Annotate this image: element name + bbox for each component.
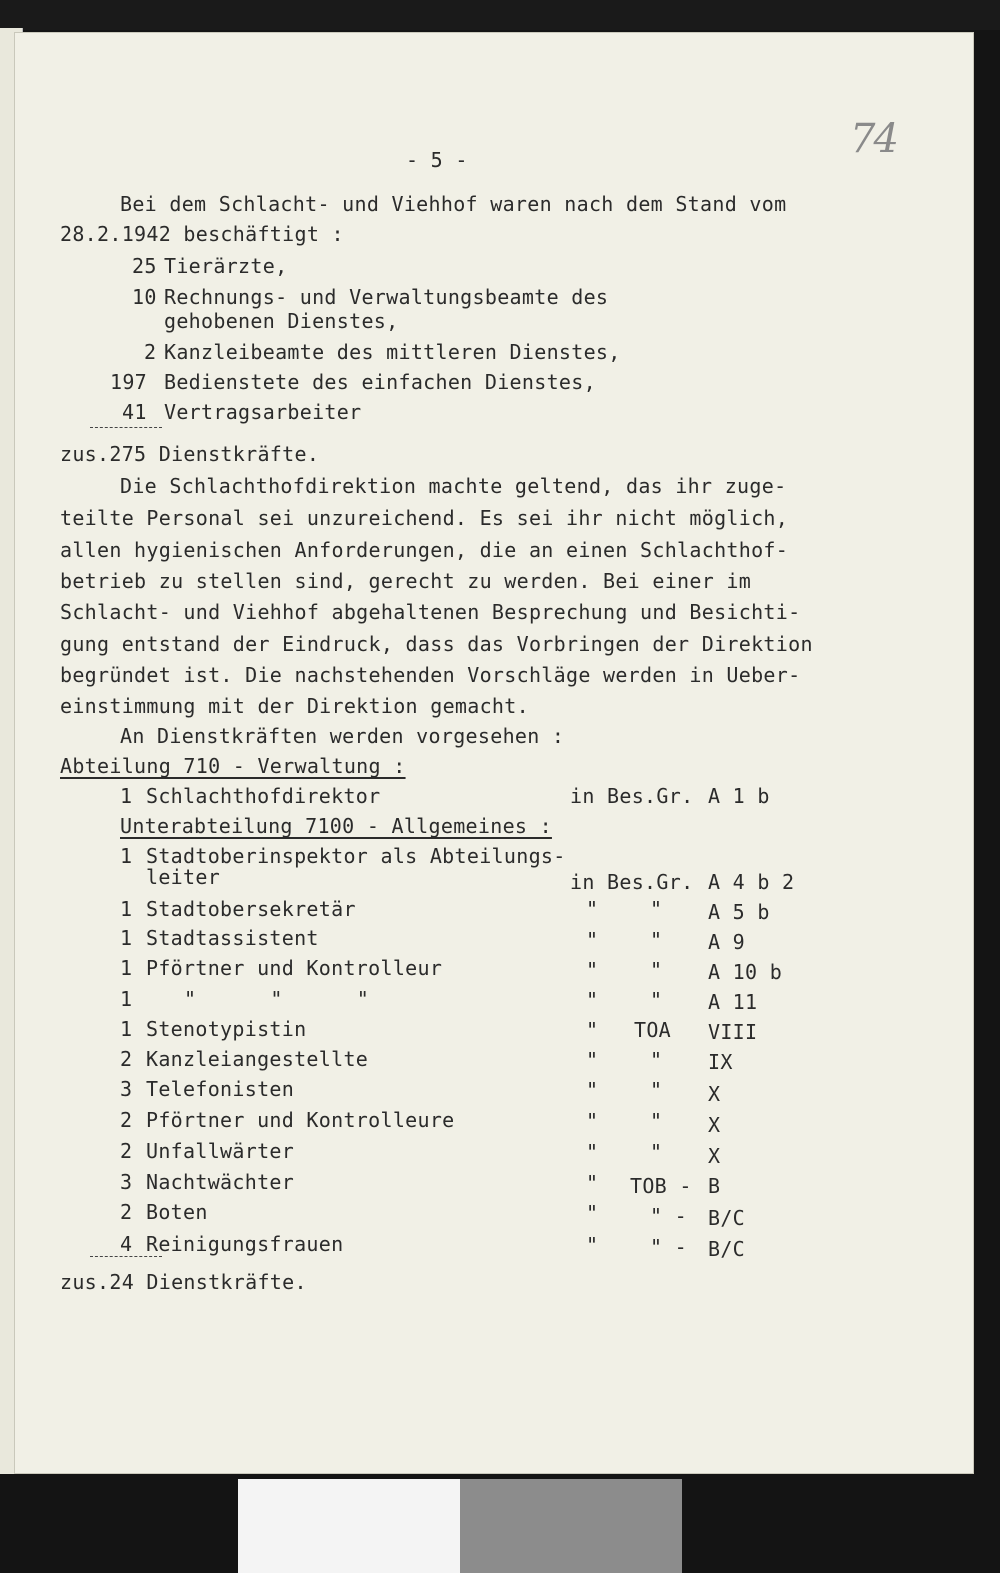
position-grade: A 11 [708,990,758,1014]
position-grade: X [708,1113,721,1137]
color-target-gray [460,1479,682,1573]
intro-line-1: Bei dem Schlacht- und Viehhof waren nach dem Stand vom [120,192,787,216]
position-count: 2 [120,1139,133,1163]
staff-text: Bedienstete des einfachen Dienstes, [164,370,596,394]
paragraph-line: Schlacht- und Viehhof abgehaltenen Besprechung und Besichti- [60,600,801,624]
position-title: Stadtoberinspektor als Abteilungs- [146,844,566,868]
staff-text: Vertragsarbeiter [164,400,362,424]
position-title: Stadtobersekretär [146,897,356,921]
position-count: 2 [120,1047,133,1071]
position-ditto: " [650,1109,663,1133]
paragraph-line: allen hygienischen Anforderungen, die an einen Schlachthof- [60,538,789,562]
position-title: Boten [146,1200,208,1224]
director-grade: A 1 b [708,784,770,808]
staff-text-continued: gehobenen Dienstes, [164,309,399,333]
position-grade: A 5 b [708,900,770,924]
position-count: 1 [120,1017,133,1041]
intro-line-2: 28.2.1942 beschäftigt : [60,222,344,246]
department-heading: Abteilung 710 - Verwaltung : [60,754,406,778]
position-count: 1 [120,844,133,868]
plan-intro: An Dienstkräften werden vorgesehen : [120,724,565,748]
position-grade: X [708,1144,721,1168]
position-grade: X [708,1082,721,1106]
position-count: 4 [120,1232,133,1256]
total-staff-1: zus.275 Dienstkräfte. [60,442,320,466]
position-count: 2 [120,1108,133,1132]
position-grade: B/C [708,1206,746,1230]
position-title: Stenotypistin [146,1017,307,1041]
position-count: 3 [120,1170,133,1194]
staff-count: 197 [110,370,148,394]
position-ditto: " [586,928,599,952]
staff-count: 2 [144,340,157,364]
position-count: 3 [120,1077,133,1101]
page-label: - 5 - [406,148,468,172]
director-count: 1 [120,784,133,808]
staff-text: Kanzleibeamte des mittleren Dienstes, [164,340,621,364]
paragraph-line: einstimmung mit der Direktion gemacht. [60,694,529,718]
position-ditto: " [586,1078,599,1102]
position-grade: A 9 [708,930,746,954]
position-title-ditto: " " " [184,987,370,1011]
position-tariff: TOB - [630,1174,692,1198]
position-ditto: " [586,988,599,1012]
position-ditto: " [650,1140,663,1164]
sum-underline [90,1256,162,1258]
staff-text: Tierärzte, [164,254,288,278]
position-ditto: " [586,1201,599,1225]
position-title: Nachtwächter [146,1170,295,1194]
paragraph-line: gung entstand der Eindruck, dass das Vorbringen der Direktion [60,632,813,656]
staff-count: 25 [132,254,157,278]
document-page [14,32,974,1474]
position-title: Unfallwärter [146,1139,295,1163]
paragraph-line: betrieb zu stellen sind, gerecht zu werden. Bei einer im [60,569,752,593]
position-count: 2 [120,1200,133,1224]
position-ditto: " [650,958,663,982]
position-ditto: " [586,1109,599,1133]
paragraph-line: Die Schlachthofdirektion machte geltend, das ihr zuge- [120,474,787,498]
position-grade-prefix: in Bes.Gr. [570,870,694,894]
position-count: 1 [120,956,133,980]
position-ditto: " [586,958,599,982]
position-ditto: " [586,1048,599,1072]
director-grade-prefix: in Bes.Gr. [570,784,694,808]
position-grade: B/C [708,1237,746,1261]
position-ditto: " [650,988,663,1012]
position-ditto: " [650,1048,663,1072]
position-ditto: " [586,1018,599,1042]
position-title: Stadtassistent [146,926,319,950]
handwritten-page-number: 74 [850,116,897,162]
staff-count: 41 [122,400,147,424]
position-ditto: " - [650,1235,688,1259]
position-title: Telefonisten [146,1077,295,1101]
director-title: Schlachthofdirektor [146,784,381,808]
subdepartment-heading: Unterabteilung 7100 - Allgemeines : [120,814,552,838]
paragraph-line: begründet ist. Die nachstehenden Vorschläge werden in Ueber- [60,663,801,687]
position-grade: A 10 b [708,960,783,984]
position-grade: A 4 b 2 [708,870,795,894]
position-ditto: " [586,1140,599,1164]
position-title: Kanzleiangestellte [146,1047,369,1071]
paragraph-line: teilte Personal sei unzureichend. Es sei ihr nicht möglich, [60,506,789,530]
sum-underline [90,427,162,429]
position-title: Pförtner und Kontrolleure [146,1108,455,1132]
position-title: Pförtner und Kontrolleur [146,956,443,980]
scan-top-edge [0,0,1000,30]
position-ditto: " [650,1078,663,1102]
position-grade: VIII [708,1020,758,1044]
position-ditto: " [586,1233,599,1257]
position-count: 1 [120,926,133,950]
position-ditto: " [650,897,663,921]
position-count: 1 [120,897,133,921]
position-ditto: " [586,897,599,921]
staff-text: Rechnungs- und Verwaltungsbeamte des [164,285,609,309]
position-title-continued: leiter [146,865,221,889]
position-title: Reinigungsfrauen [146,1232,344,1256]
position-ditto: " [586,1171,599,1195]
color-target-white [238,1479,460,1573]
position-grade: IX [708,1050,733,1074]
position-grade: B [708,1174,721,1198]
position-count: 1 [120,987,133,1011]
position-ditto: " [650,928,663,952]
position-tariff: TOA [634,1018,672,1042]
staff-count: 10 [132,285,157,309]
total-staff-2: zus.24 Dienstkräfte. [60,1270,307,1294]
position-ditto: " - [650,1204,688,1228]
